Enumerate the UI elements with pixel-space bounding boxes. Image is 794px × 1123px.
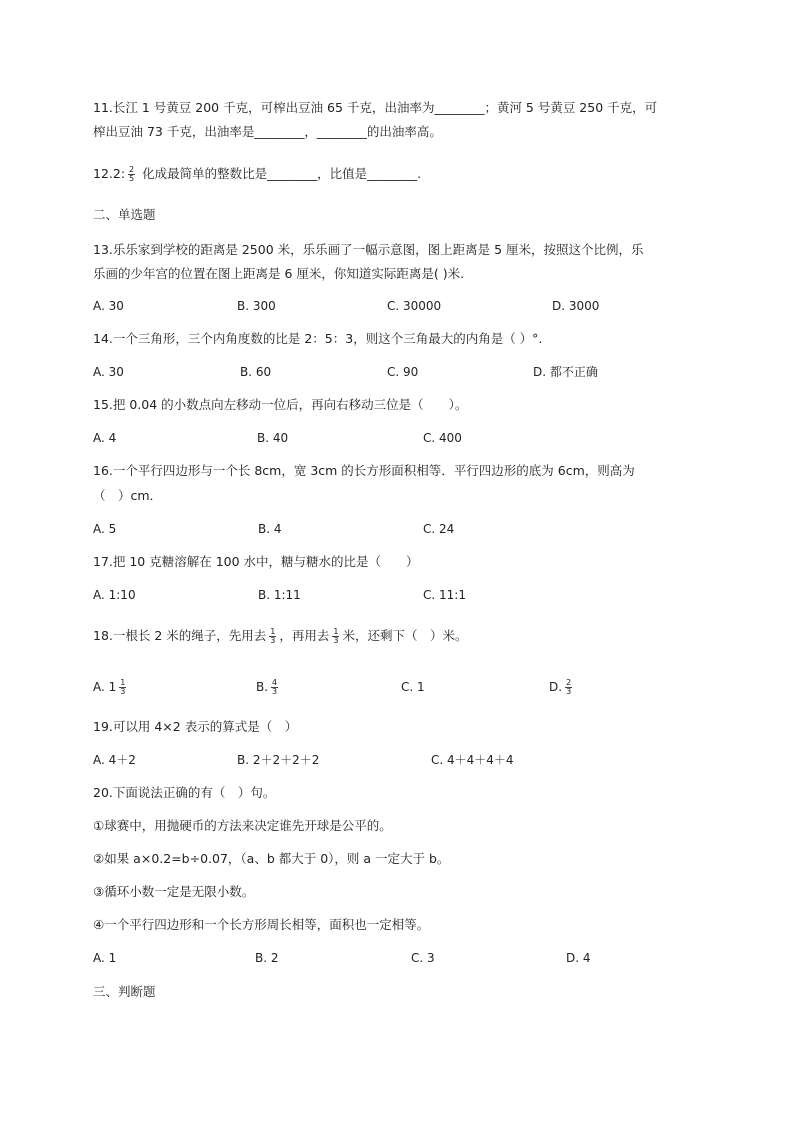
- q20-statement-4: ④一个平行四边形和一个长方形周长相等，面积也一定相等。: [93, 917, 430, 932]
- q15-text: 15.把 0.04 的小数点向左移动一位后，再向右移动三位是（ ）。: [93, 397, 468, 412]
- q18-option-d-label: D.: [549, 680, 563, 694]
- q11-line2: 榨出豆油 73 千克，出油率是________，________的出油率高。: [93, 124, 442, 139]
- q13-option-a: A. 30: [93, 299, 124, 313]
- q12-frac-den: 5: [129, 174, 135, 183]
- q16-option-b: B. 4: [258, 522, 282, 536]
- q12-prefix: 12.2:: [93, 166, 126, 181]
- q13-option-b: B. 300: [237, 299, 276, 313]
- q14-text: 14.一个三角形，三个内角度数的比是 2：5：3，则这个三角最大的内角是（ ）°.: [93, 331, 543, 346]
- q13-line1: 13.乐乐家到学校的距离是 2500 米，乐乐画了一幅示意图，图上距离是 5 厘米，按照这个比例，乐: [93, 242, 644, 257]
- q20-option-b: B. 2: [255, 951, 279, 965]
- q12-suffix: 化成最简单的整数比是________，比值是________.: [138, 166, 422, 181]
- q16-line2: （ ）cm．: [93, 488, 163, 503]
- q19-option-c: C. 4＋4＋4＋4: [431, 753, 514, 767]
- q18-option-b-fraction: [271, 679, 278, 696]
- q18-option-d-fraction: [565, 679, 572, 696]
- q18-oa-den: 3: [120, 687, 126, 696]
- q18-option-b-label: B.: [256, 680, 269, 694]
- q12-frac-num: 2: [129, 165, 135, 174]
- q18-option-a: [93, 679, 129, 696]
- q18-f1-num: 1: [270, 627, 276, 636]
- q18-f2-num: 1: [333, 627, 339, 636]
- q14-option-a: A. 30: [93, 365, 124, 379]
- q16-option-a: A. 5: [93, 522, 117, 536]
- q20-statement-2: ②如果 a×0.2=b÷0.07，（a、b 都大于 0），则 a 一定大于 b。: [93, 851, 450, 866]
- q16-line1: 16.一个平行四边形与一个长 8cm，宽 3cm 的长方形面积相等．平行四边形的底为 6cm，则高为: [93, 463, 635, 478]
- q12-text: [93, 166, 421, 183]
- q18-option-d: [549, 679, 575, 696]
- q20-statement-1: ①球赛中，用抛硬币的方法来决定谁先开球是公平的。: [93, 818, 392, 833]
- q17-option-b: B. 1:11: [258, 588, 301, 602]
- q18-od-num: 2: [566, 678, 572, 687]
- q16-option-c: C. 24: [423, 522, 455, 536]
- q20-option-c: C. 3: [411, 951, 435, 965]
- q19-option-a: A. 4＋2: [93, 753, 136, 767]
- q18-ob-num: 4: [272, 678, 278, 687]
- q18-ob-den: 3: [272, 687, 278, 696]
- q13-line2: 乐画的少年宫的位置在图上距离是 6 厘米，你知道实际距离是( )米.: [93, 266, 465, 281]
- section-heading-true-false: 三、判断题: [93, 984, 156, 999]
- q14-option-b: B. 60: [240, 365, 272, 379]
- q18-oa-num: 1: [120, 678, 126, 687]
- q20-option-d: D. 4: [566, 951, 591, 965]
- q18-f2-den: 3: [333, 636, 339, 645]
- q18-part3: 米，还剩下（ ）米。: [342, 628, 468, 643]
- section-heading-single-choice: 二、单选题: [93, 207, 156, 222]
- q13-option-d: D. 3000: [552, 299, 600, 313]
- q19-text: 19.可以用 4×2 表示的算式是（ ）: [93, 719, 298, 734]
- q18-part2: ，再用去: [279, 628, 330, 643]
- q15-option-c: C. 400: [423, 431, 462, 445]
- q18-part1: 18.一根长 2 米的绳子，先用去: [93, 628, 267, 643]
- q18-option-b: [256, 679, 281, 696]
- q17-text: 17.把 10 克糖溶解在 100 水中，糖与糖水的比是（ ）: [93, 554, 419, 569]
- q18-option-c: C. 1: [401, 680, 425, 694]
- q20-text: 20.下面说法正确的有（ ）句。: [93, 785, 276, 800]
- q11-line1: 11.长江 1 号黄豆 200 千克，可榨出豆油 65 千克，出油率为________；黄河 5 号黄豆 250 千克，可: [93, 100, 658, 115]
- q18-text: [93, 628, 468, 645]
- q14-option-d: D. 都不正确: [533, 365, 598, 379]
- q14-option-c: C. 90: [387, 365, 419, 379]
- q20-statement-3: ③循环小数一定是无限小数。: [93, 884, 255, 899]
- q18-option-a-fraction: [119, 679, 126, 696]
- q17-option-a: A. 1:10: [93, 588, 136, 602]
- q18-fraction-1: [269, 628, 276, 645]
- q18-fraction-2: [332, 628, 339, 645]
- q18-f1-den: 3: [270, 636, 276, 645]
- q15-option-a: A. 4: [93, 431, 117, 445]
- q19-option-b: B. 2＋2＋2＋2: [237, 753, 320, 767]
- q17-option-c: C. 11:1: [423, 588, 466, 602]
- q12-fraction: [128, 166, 135, 183]
- q20-option-a: A. 1: [93, 951, 117, 965]
- q18-od-den: 3: [566, 687, 572, 696]
- q15-option-b: B. 40: [257, 431, 289, 445]
- q18-option-a-label: A. 1: [93, 680, 117, 694]
- q13-option-c: C. 30000: [387, 299, 442, 313]
